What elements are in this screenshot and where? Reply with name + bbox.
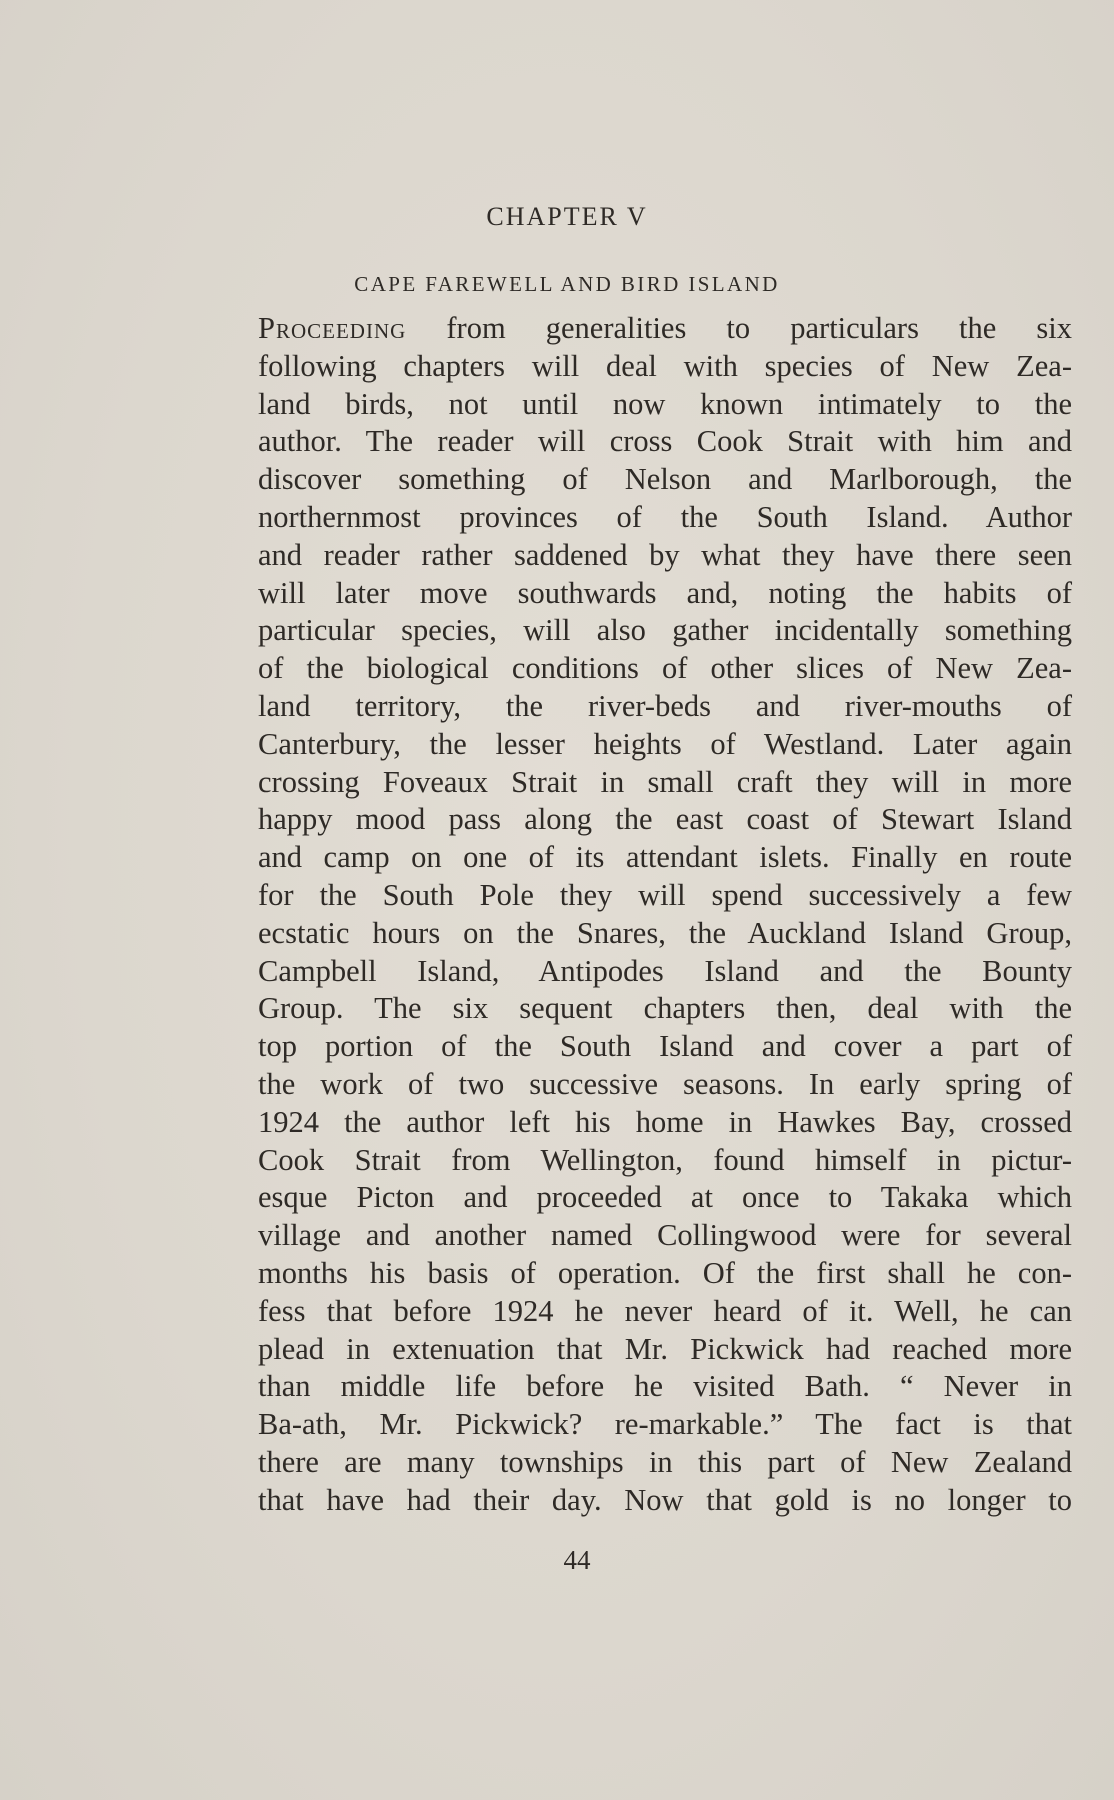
text-line: top portion of the South Island and cover a part of	[258, 1029, 1072, 1064]
text-line: land birds, not until now known intimately to the	[258, 386, 1072, 421]
text-line: Ba-ath, Mr. Pickwick? re-markable.” The fact is that	[258, 1407, 1072, 1442]
text-line: and reader rather saddened by what they have there seen	[258, 537, 1072, 572]
text-line: 1924 the author left his home in Hawkes Bay, crossed	[258, 1104, 1072, 1139]
text-line: there are many townships in this part of New Zealand	[258, 1444, 1072, 1479]
page-number: 44	[563, 1545, 591, 1575]
text-line: Proceeding from generalities to particulars the six	[258, 311, 1072, 345]
text-line: the work of two successive seasons. In early spring of	[258, 1066, 1072, 1101]
opening-word: Proceeding	[258, 311, 407, 345]
text-line: author. The reader will cross Cook Strait with him and	[258, 424, 1072, 459]
text-line: following chapters will deal with species of New Zea-	[258, 348, 1072, 383]
text-line: Campbell Island, Antipodes Island and the Bounty	[258, 953, 1072, 988]
text-line: village and another named Collingwood were for several	[258, 1218, 1072, 1253]
text-line: happy mood pass along the east coast of Stewart Island	[258, 802, 1072, 837]
text-line: fess that before 1924 he never heard of it. Well, he can	[258, 1293, 1072, 1328]
text-line: months his basis of operation. Of the first shall he con-	[258, 1255, 1072, 1290]
text-line: that have had their day. Now that gold is no longer to	[258, 1482, 1072, 1517]
text-line: will later move southwards and, noting the habits of	[258, 575, 1072, 610]
text-line: esque Picton and proceeded at once to Takaka which	[258, 1180, 1072, 1215]
text-line: for the South Pole they will spend successively a few	[258, 877, 1072, 912]
text-line: than middle life before he visited Bath. “ Never in	[258, 1369, 1072, 1404]
text-line: crossing Foveaux Strait in small craft they will in more	[258, 764, 1072, 799]
text-line: and camp on one of its attendant islets. Finally en route	[258, 840, 1072, 875]
text-line: particular species, will also gather incidentally something	[258, 613, 1072, 648]
text-line: land territory, the river-beds and river-mouths of	[258, 688, 1072, 723]
text-line: ecstatic hours on the Snares, the Auckland Island Group,	[258, 915, 1072, 950]
text-line: of the biological conditions of other slices of New Zea-	[258, 651, 1072, 686]
text-line: discover something of Nelson and Marlborough, the	[258, 462, 1072, 497]
chapter-heading: CHAPTER V	[486, 202, 648, 231]
body-text	[258, 310, 1072, 1520]
text-line: northernmost provinces of the South Island. Author	[258, 499, 1072, 534]
text-line: Cook Strait from Wellington, found himself in pictur-	[258, 1142, 1072, 1177]
text-line: Canterbury, the lesser heights of Westland. Later again	[258, 726, 1072, 761]
text-line: plead in extenuation that Mr. Pickwick had reached more	[258, 1331, 1072, 1366]
text-line: Group. The six sequent chapters then, deal with the	[258, 991, 1072, 1026]
chapter-title: CAPE FAREWELL AND BIRD ISLAND	[354, 272, 780, 296]
